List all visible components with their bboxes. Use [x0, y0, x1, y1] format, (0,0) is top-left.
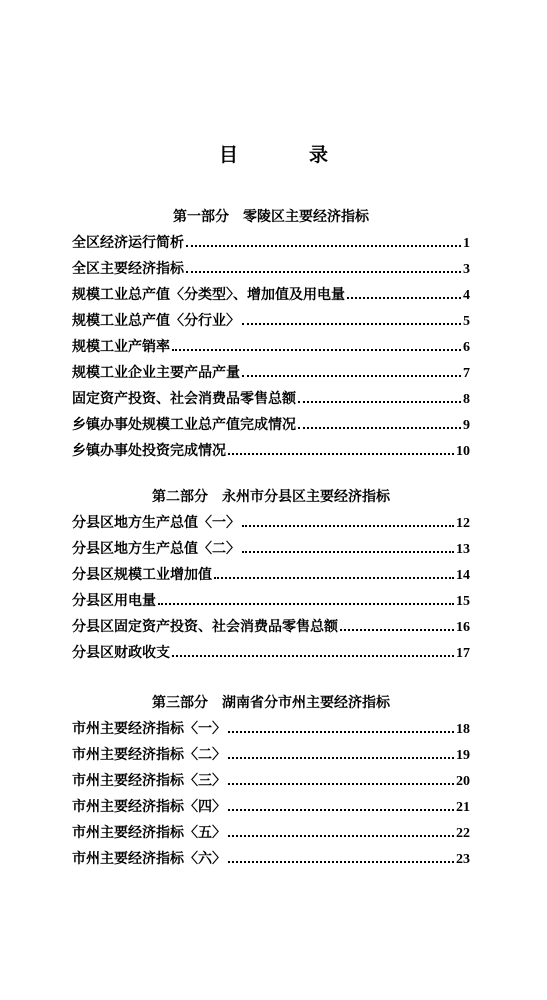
toc-entry-label: 分县区地方生产总值〈一〉 — [72, 515, 240, 531]
toc-entry[interactable] — [72, 536, 470, 562]
toc-entry-page: 1 — [463, 236, 470, 251]
toc-entry-label: 规模工业总产值〈分类型〉、增加值及用电量 — [72, 287, 345, 303]
toc-entry[interactable] — [72, 742, 470, 768]
toc-entry-page: 6 — [463, 340, 470, 355]
dot-leader — [172, 655, 454, 657]
toc-entry-label: 分县区财政收支 — [72, 645, 170, 661]
section-heading: 第三部分 湖南省分市州主要经济指标 — [152, 695, 390, 711]
toc-entry-label: 分县区用电量 — [72, 593, 156, 609]
page-title: 目 录 — [218, 144, 354, 166]
toc-entry[interactable] — [72, 640, 470, 666]
toc-entry-page: 4 — [463, 288, 470, 303]
toc-entry[interactable] — [72, 820, 470, 846]
toc-entry[interactable] — [72, 768, 470, 794]
dot-leader — [242, 525, 454, 527]
toc-entry-page: 13 — [456, 542, 470, 557]
dot-leader — [158, 603, 454, 605]
toc-entry-label: 市州主要经济指标〈三〉 — [72, 773, 226, 789]
toc-entry[interactable] — [72, 334, 470, 360]
dot-leader — [186, 271, 461, 273]
toc-entry-page: 9 — [463, 418, 470, 433]
section-part-three — [72, 690, 470, 872]
toc-entry-label: 分县区规模工业增加值 — [72, 567, 212, 583]
toc-entry-label: 乡镇办事处规模工业总产值完成情况 — [72, 417, 296, 433]
dot-leader — [214, 577, 454, 579]
toc-entry[interactable] — [72, 438, 470, 464]
toc-entry-page: 12 — [456, 516, 470, 531]
toc-entry-label: 分县区地方生产总值〈二〉 — [72, 541, 240, 557]
toc-entry-label: 乡镇办事处投资完成情况 — [72, 443, 226, 459]
toc-entry-label: 规模工业产销率 — [72, 339, 170, 355]
toc-entry[interactable] — [72, 510, 470, 536]
toc-entry-label: 规模工业总产值〈分行业〉 — [72, 313, 240, 329]
dot-leader — [186, 245, 461, 247]
toc-entry-page: 23 — [456, 852, 470, 867]
toc-entry-page: 20 — [456, 774, 470, 789]
toc-entry-page: 8 — [463, 392, 470, 407]
dot-leader — [298, 401, 461, 403]
section-heading: 第一部分 零陵区主要经济指标 — [173, 209, 369, 225]
dot-leader — [228, 757, 454, 759]
dot-leader — [242, 551, 454, 553]
toc-entry-label: 全区经济运行简析 — [72, 235, 184, 251]
dot-leader — [340, 629, 454, 631]
dot-leader — [172, 349, 461, 351]
toc-entry-label: 固定资产投资、社会消费品零售总额 — [72, 391, 296, 407]
toc-entry-page: 14 — [456, 568, 470, 583]
toc-entry-label: 市州主要经济指标〈六〉 — [72, 851, 226, 867]
dot-leader — [228, 731, 454, 733]
toc-entry-page: 17 — [456, 646, 470, 661]
section-part-one — [72, 204, 470, 464]
dot-leader — [228, 453, 454, 455]
toc-entry-label: 市州主要经济指标〈五〉 — [72, 825, 226, 841]
toc-entry-label: 市州主要经济指标〈二〉 — [72, 747, 226, 763]
toc-entry-page: 10 — [456, 444, 470, 459]
toc-entry[interactable] — [72, 412, 470, 438]
dot-leader — [298, 427, 461, 429]
toc-entry-label: 全区主要经济指标 — [72, 261, 184, 277]
toc-entry[interactable] — [72, 282, 470, 308]
dot-leader — [228, 783, 454, 785]
section-part-two — [72, 484, 470, 666]
toc-entry[interactable] — [72, 846, 470, 872]
dot-leader — [242, 375, 461, 377]
toc-entry-page: 21 — [456, 800, 470, 815]
toc-entry-page: 7 — [463, 366, 470, 381]
dot-leader — [228, 835, 454, 837]
toc-entry[interactable] — [72, 308, 470, 334]
toc-entry-page: 3 — [463, 262, 470, 277]
toc-entry-label: 市州主要经济指标〈四〉 — [72, 799, 226, 815]
toc-entry[interactable] — [72, 794, 470, 820]
toc-entry-page: 19 — [456, 748, 470, 763]
dot-leader — [228, 861, 454, 863]
toc-entry-page: 15 — [456, 594, 470, 609]
toc-entry-page: 22 — [456, 826, 470, 841]
dot-leader — [242, 323, 461, 325]
toc-entry[interactable] — [72, 588, 470, 614]
toc-entry[interactable] — [72, 716, 470, 742]
dot-leader — [228, 809, 454, 811]
toc-entry-page: 5 — [463, 314, 470, 329]
toc-entry-page: 16 — [456, 620, 470, 635]
toc-entry[interactable] — [72, 614, 470, 640]
toc-entry[interactable] — [72, 360, 470, 386]
toc-entry[interactable] — [72, 256, 470, 282]
toc-entry[interactable] — [72, 562, 470, 588]
toc-entry-label: 分县区固定资产投资、社会消费品零售总额 — [72, 619, 338, 635]
toc-entry[interactable] — [72, 386, 470, 412]
dot-leader — [347, 297, 461, 299]
toc-entry-label: 市州主要经济指标〈一〉 — [72, 721, 226, 737]
toc-entry-label: 规模工业企业主要产品产量 — [72, 365, 240, 381]
section-heading: 第二部分 永州市分县区主要经济指标 — [152, 489, 390, 505]
toc-entry-page: 18 — [456, 722, 470, 737]
toc-entry[interactable] — [72, 230, 470, 256]
